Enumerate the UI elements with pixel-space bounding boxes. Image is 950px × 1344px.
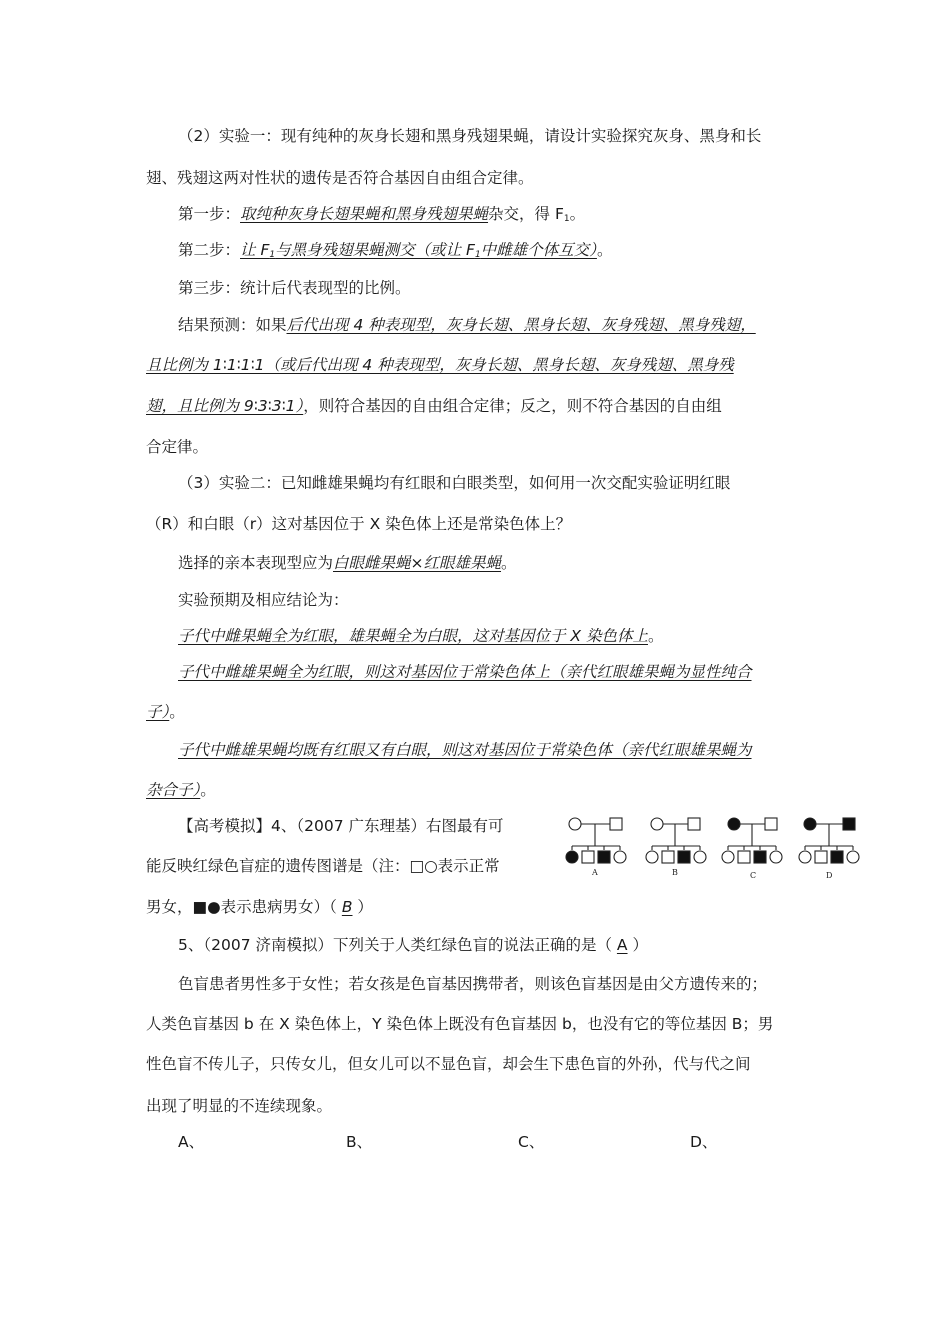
q4-line2: 能反映红绿色盲症的遗传图谱是（注：□○表示正常 bbox=[146, 857, 500, 875]
result-answer-2: 且比例为 1∶1∶1∶1（或后代出现 4 种表现型，灰身长翅、黑身长翅、灰身残翅、黑身残 bbox=[146, 356, 734, 374]
pedigree-label-c: C bbox=[750, 871, 757, 880]
conclusion-3-answer-a: 子代中雌雄果蝇均既有红眼又有白眼，则这对基因位于常染色体（亲代红眼雄果蝇为 bbox=[178, 741, 752, 759]
exp1-step1 bbox=[178, 204, 585, 224]
exp2-intro-line1: （3）实验二：已知雌雄果蝇均有红眼和白眼类型，如何用一次交配实验证明红眼 bbox=[178, 474, 731, 492]
pedigree-label-b: B bbox=[672, 868, 678, 877]
step2-label: 第二步： bbox=[178, 241, 241, 259]
conclusion-2-answer-b: 子） bbox=[146, 703, 170, 721]
parent-answer: 白眼雌果蝇×红眼雄果蝇 bbox=[333, 554, 502, 572]
q5-stem bbox=[178, 935, 648, 955]
pedigree-c bbox=[722, 818, 782, 863]
q5-body-line1: 色盲患者男性多于女性；若女孩是色盲基因携带者，则该色盲基因是由父方遗传来的； bbox=[178, 975, 768, 993]
pedigree-svg bbox=[564, 812, 864, 884]
exp2-conclusion-1 bbox=[178, 626, 664, 646]
parent-label: 选择的亲本表现型应为 bbox=[178, 554, 334, 572]
conclusion-1-answer: 子代中雌果蝇全为红眼，雄果蝇全为白眼，这对基因位于 X 染色体上 bbox=[178, 627, 648, 645]
conclusion-3-answer-b: 杂合子） bbox=[146, 781, 201, 799]
exp1-step3: 第三步：统计后代表现型的比例。 bbox=[178, 279, 411, 297]
parent-end: 。 bbox=[501, 554, 517, 572]
exp1-intro-line1: （2）实验一：现有纯种的灰身长翅和黑身残翅果蝇，请设计实验探究灰身、黑身和长 bbox=[178, 127, 762, 145]
result-answer-3: 翅，且比例为 9∶3∶3∶1） bbox=[146, 397, 304, 415]
pedigree-b bbox=[646, 818, 706, 863]
q5-option-c: C、 bbox=[518, 1133, 545, 1151]
step1-answer: 取纯种灰身长翅果蝇和黑身残翅果蝇 bbox=[240, 205, 489, 223]
step1-end: 。 bbox=[569, 205, 586, 223]
step2-answer-a: 让 F bbox=[240, 241, 270, 259]
exp1-result-line4: 合定律。 bbox=[146, 438, 209, 456]
step2-end: 。 bbox=[596, 241, 613, 259]
result-answer-1: 后代出现 4 种表现型，灰身长翅、黑身长翅、灰身残翅、黑身残翅， bbox=[286, 316, 756, 334]
step1-subscript: 1 bbox=[563, 214, 570, 224]
step1-tail: 杂交，得 F bbox=[488, 205, 564, 223]
exp2-conclusion-2b bbox=[146, 702, 185, 722]
q5-option-a: A、 bbox=[178, 1133, 205, 1151]
exp2-conclusion-3b bbox=[146, 780, 216, 800]
q5-answer: A bbox=[616, 936, 628, 954]
exp1-result-line3 bbox=[146, 396, 722, 416]
q4-line3-end: ） bbox=[352, 898, 373, 916]
q5-stem-end: ） bbox=[627, 936, 648, 954]
exp1-intro-line2: 翅、残翅这两对性状的遗传是否符合基因自由组合定律。 bbox=[146, 169, 534, 187]
pedigree-label-d: D bbox=[826, 871, 833, 880]
step2-answer-c: 中雌雄个体互交） bbox=[480, 241, 597, 259]
pedigree-d bbox=[799, 818, 859, 863]
exp2-prediction-label: 实验预期及相应结论为： bbox=[178, 591, 349, 609]
pedigree-label-a: A bbox=[592, 868, 598, 877]
conclusion-2-end: 。 bbox=[169, 703, 185, 721]
step2-answer bbox=[240, 241, 597, 259]
q4-line3-text: 男女，■●表示患病男女）（ bbox=[146, 898, 342, 916]
q5-stem-text: 5、（2007 济南模拟）下列关于人类红绿色盲的说法正确的是（ bbox=[178, 936, 617, 954]
q5-option-b: B、 bbox=[346, 1133, 373, 1151]
pedigree-a bbox=[566, 818, 626, 863]
step1-label: 第一步： bbox=[178, 205, 241, 223]
exp2-conclusion-3a bbox=[178, 740, 752, 760]
q4-line1: 【高考模拟】4、（2007 广东理基）右图最有可 bbox=[178, 817, 504, 835]
q4-line3 bbox=[146, 897, 373, 917]
conclusion-1-end: 。 bbox=[647, 627, 664, 645]
result-tail: ，则符合基因的自由组合定律；反之，则不符合基因的自由组 bbox=[303, 397, 722, 415]
exp2-conclusion-2a bbox=[178, 662, 752, 682]
q5-body-line3: 性色盲不传儿子，只传女儿，但女儿可以不显色盲，却会生下患色盲的外孙，代与代之间 bbox=[146, 1055, 751, 1073]
exp1-result-line2 bbox=[146, 355, 734, 375]
exp2-parents bbox=[178, 553, 517, 573]
result-label: 结果预测：如果 bbox=[178, 316, 287, 334]
q4-answer: B bbox=[341, 898, 353, 916]
q5-option-d: D、 bbox=[690, 1133, 718, 1151]
exp1-step2 bbox=[178, 240, 612, 260]
q5-body-line4: 出现了明显的不连续现象。 bbox=[146, 1097, 333, 1115]
step2-sub2: 1 bbox=[474, 250, 481, 260]
conclusion-3-end: 。 bbox=[200, 781, 216, 799]
conclusion-2-answer-a: 子代中雌雄果蝇全为红眼，则这对基因位于常染色体上（亲代红眼雄果蝇为显性纯合 bbox=[178, 663, 752, 681]
q5-body-line2: 人类色盲基因 b 在 X 染色体上，Y 染色体上既没有色盲基因 b，也没有它的等位基因 B；男 bbox=[146, 1015, 774, 1033]
step2-sub1: 1 bbox=[269, 250, 276, 260]
step2-answer-b: 与黑身残翅果蝇测交（或让 F bbox=[275, 241, 475, 259]
exp1-result-line1 bbox=[178, 315, 756, 335]
exp2-intro-line2: （R）和白眼（r）这对基因位于 X 染色体上还是常染色体上？ bbox=[146, 515, 572, 533]
pedigree-figure bbox=[564, 812, 864, 884]
